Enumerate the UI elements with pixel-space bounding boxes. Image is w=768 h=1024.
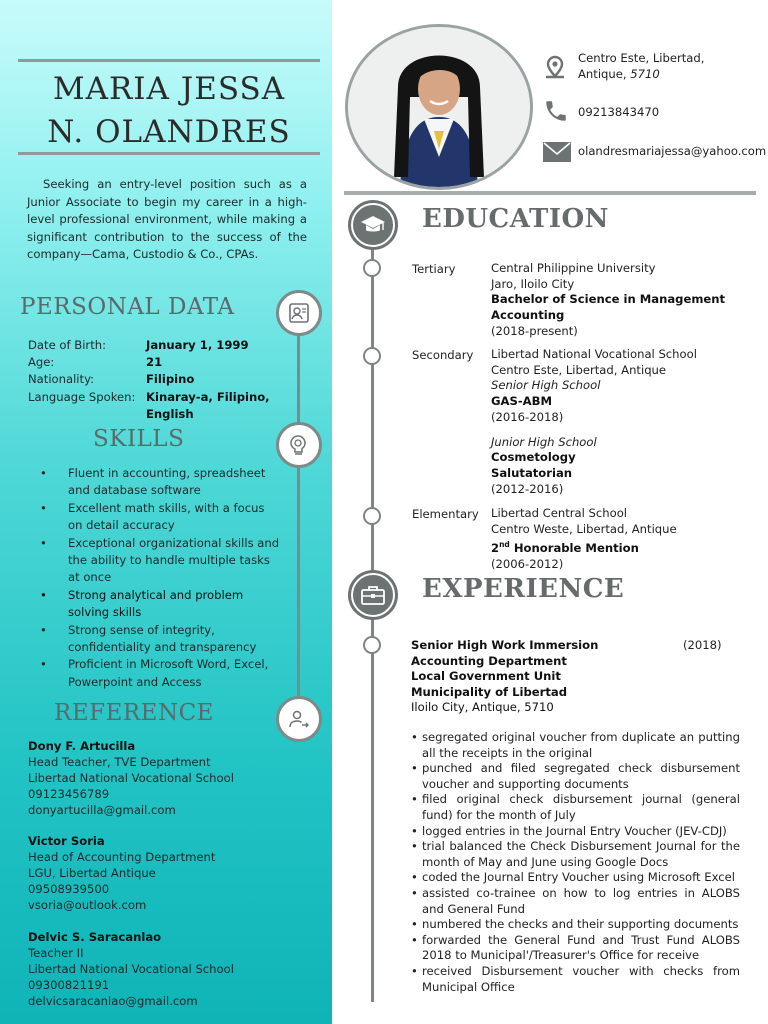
pd-label: Age:	[28, 355, 55, 369]
address-line-1: Centro Este, Libertad,	[578, 51, 705, 65]
job-location: Iloilo City, Antique, 5710	[411, 700, 554, 714]
edu-location: Jaro, Iloilo City	[491, 276, 575, 291]
timeline-node	[363, 259, 381, 277]
edu-spacer	[491, 426, 751, 435]
edu-school: Libertad Central School	[491, 506, 628, 520]
job-unit: Local Government Unit	[411, 669, 561, 683]
reference-org: Libertad National Vocational School	[28, 962, 234, 976]
edu-degree: Bachelor of Science in Management Accounting	[491, 292, 726, 323]
pd-label: Language Spoken:	[28, 390, 136, 404]
skill-item: • Fluent in accounting, spreadsheet and database software	[40, 465, 280, 500]
address-province: Antique,	[578, 67, 631, 81]
education-heading: EDUCATION	[422, 204, 609, 234]
job-title: Senior High Work Immersion	[411, 638, 599, 652]
job-department: Accounting Department	[411, 653, 567, 668]
duty-item: • punched and filed segregated check disbursement voucher and supporting documents	[411, 761, 740, 792]
reference-phone: 09123456789	[28, 787, 110, 801]
timeline-node	[363, 636, 381, 654]
edu-years: (2018-present)	[491, 323, 578, 338]
briefcase-icon	[348, 570, 398, 620]
edu-shs-strand: GAS-ABM	[491, 394, 552, 409]
objective-text: Seeking an entry-level position such as a Junior Associate to begin my career in a high-level professional environment, while making a significant contribution to the success of the company—Cama, Custodio & Co., CPAs.	[27, 177, 307, 261]
edu-level-tertiary: Tertiary	[412, 262, 456, 276]
reference-1	[28, 738, 318, 818]
honor-text: Honorable Mention	[509, 541, 639, 556]
duty-item: • trial balanced the Check Disbursement Journal for the month of May and June using Google Docs	[411, 839, 740, 870]
reference-name: Dony F. Artucilla	[28, 739, 136, 753]
duty-item: • received Disbursement voucher with checks from Municipal Office	[411, 964, 740, 995]
duty-item: • forwarded the General Fund and Trust Fund ALOBS 2018 to Municipal'/Treasurer's Office for receive	[411, 933, 740, 964]
location-pin-icon	[543, 55, 567, 85]
honor-number: 2	[491, 541, 500, 556]
left-timeline-line	[297, 330, 300, 700]
address-zip: 5710	[630, 67, 660, 81]
candidate-name	[18, 68, 320, 154]
edu-shs-label: Senior High School	[491, 378, 601, 393]
duties-list	[411, 730, 740, 995]
name-line-1: MARIA JESSA	[52, 71, 286, 107]
skill-item: • Excellent math skills, with a focus on detail accuracy	[40, 500, 280, 535]
header-divider	[344, 191, 756, 195]
pd-value: Filipino	[146, 372, 195, 386]
edu-jhs-label: Junior High School	[491, 434, 597, 449]
edu-school: Libertad National Vocational School	[491, 347, 697, 361]
reference-3	[28, 929, 318, 1009]
skill-item: • Strong sense of integrity, confidentiality and transparency	[40, 622, 280, 657]
edu-secondary	[491, 347, 751, 497]
address-line-2	[578, 66, 704, 82]
id-card-icon	[276, 290, 322, 336]
duty-item: • coded the Journal Entry Voucher using Microsoft Excel	[411, 870, 740, 886]
contact-address	[578, 50, 704, 82]
reference-position: Teacher II	[28, 946, 84, 960]
experience-heading: EXPERIENCE	[422, 574, 625, 604]
name-bottom-rule	[18, 152, 320, 155]
reference-phone: 09508939500	[28, 882, 110, 896]
person-transfer-icon	[276, 696, 322, 742]
graduation-cap-icon	[348, 200, 398, 250]
experience-header	[411, 638, 721, 716]
pd-value: January 1, 1999	[146, 338, 249, 352]
duty-item: • segregated original voucher from duplicate an putting all the receipts in the original	[411, 730, 740, 761]
edu-jhs-years: (2012-2016)	[491, 481, 564, 496]
edu-location: Centro Weste, Libertad, Antique	[491, 521, 677, 536]
pd-value: Kinaray-a, Filipino, English	[146, 390, 270, 421]
contact-phone: 09213843470	[578, 105, 660, 119]
duty-item: • assisted co-trainee on how to log entries in ALOBS and General Fund	[411, 886, 740, 917]
job-year: (2018)	[683, 638, 722, 652]
pd-value: 21	[146, 355, 163, 369]
job-municipality: Municipality of Libertad	[411, 684, 568, 699]
edu-school: Central Philippine University	[491, 261, 656, 275]
graduation-cap-icon-ring	[351, 203, 395, 247]
reference-position: Head Teacher, TVE Department	[28, 755, 211, 769]
reference-email: delvicsaracanlao@gmail.com	[28, 994, 198, 1008]
left-sidebar	[0, 0, 332, 1024]
skill-item: • Exceptional organizational skills and the ability to handle multiple tasks at once	[40, 535, 280, 587]
pd-label: Date of Birth:	[28, 338, 106, 352]
reference-name: Victor Soria	[28, 834, 105, 848]
edu-level-secondary: Secondary	[412, 348, 474, 362]
reference-org: LGU, Libertad Antique	[28, 866, 156, 880]
edu-level-elementary: Elementary	[412, 507, 479, 521]
edu-elementary	[491, 506, 751, 573]
reference-heading: REFERENCE	[54, 700, 214, 726]
edu-jhs-honor: Salutatorian	[491, 465, 573, 480]
edu-tertiary	[491, 261, 751, 340]
duty-item: • filed original check disbursement journal (general fund) for the month of July	[411, 792, 740, 823]
contact-email: olandresmariajessa@yahoo.com	[578, 144, 767, 158]
reference-org: Libertad National Vocational School	[28, 771, 234, 785]
pd-label: Nationality:	[28, 372, 95, 386]
edu-honor	[491, 537, 751, 557]
brain-icon	[276, 422, 322, 468]
phone-icon	[543, 98, 569, 128]
duty-item: • numbered the checks and their supporting documents	[411, 917, 740, 933]
reference-email: vsoria@outlook.com	[28, 898, 147, 912]
name-line-2: N. OLANDRES	[47, 114, 291, 150]
reference-2	[28, 833, 318, 913]
skills-list	[40, 465, 280, 691]
reference-position: Head of Accounting Department	[28, 850, 216, 864]
edu-years: (2006-2012)	[491, 556, 564, 571]
duty-item: • logged entries in the Journal Entry Voucher (JEV-CDJ)	[411, 824, 740, 840]
name-top-rule	[18, 59, 320, 62]
edu-shs-years: (2016-2018)	[491, 409, 564, 424]
briefcase-icon-ring	[351, 573, 395, 617]
skill-item: • Strong analytical and problem solving skills	[40, 587, 280, 622]
timeline-node	[363, 507, 381, 525]
skill-item: • Proficient in Microsoft Word, Excel, Powerpoint and Access	[40, 656, 280, 691]
reference-name: Delvic S. Saracanlao	[28, 930, 162, 944]
edu-location: Centro Este, Libertad, Antique	[491, 362, 667, 377]
envelope-icon	[543, 142, 571, 166]
edu-jhs-track: Cosmetology	[491, 450, 576, 465]
honor-superscript: nd	[499, 540, 510, 550]
reference-phone: 09300821191	[28, 978, 110, 992]
timeline-node	[363, 347, 381, 365]
reference-email: donyartucilla@gmail.com	[28, 803, 176, 817]
profile-photo	[345, 24, 533, 190]
skills-heading: SKILLS	[93, 426, 185, 452]
personal-data-heading: PERSONAL DATA	[20, 294, 235, 320]
